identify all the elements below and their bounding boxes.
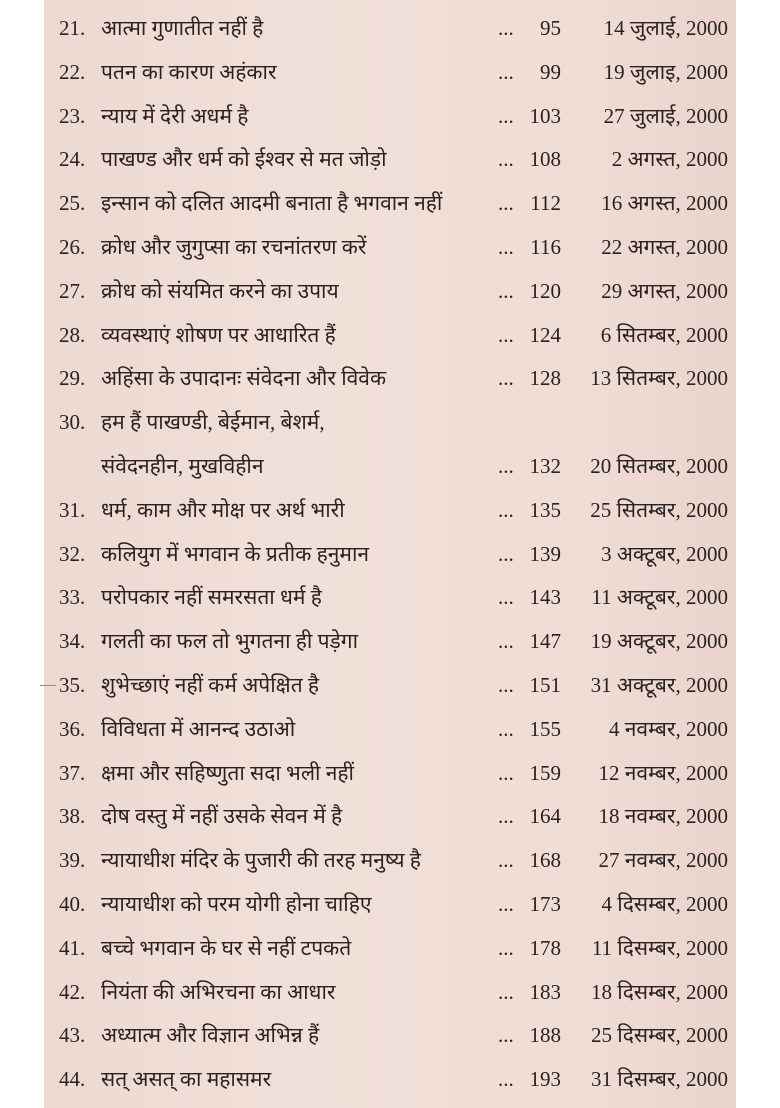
toc-entry: [44, 1015, 736, 1059]
entry-number: 35.: [59, 672, 86, 697]
entry-page-number: 95: [540, 16, 561, 40]
leader-dots: ...: [498, 848, 514, 873]
entry-title: इन्सान को दलित आदमी बनाता है भगवान नहीं: [101, 191, 443, 216]
entry-date: 4 नवम्बर, 2000: [609, 716, 728, 741]
entry-date: 18 दिसम्बर, 2000: [591, 979, 728, 1004]
entry-page-number: 188: [529, 1023, 561, 1048]
toc-entry: [44, 52, 736, 96]
entry-number: 40.: [59, 891, 86, 916]
entry-title: परोपकार नहीं समरसता धर्म है: [101, 585, 322, 610]
entry-title: गलती का फल तो भुगतना ही पड़ेगा: [101, 629, 359, 654]
entry-page-number: 143: [529, 585, 561, 610]
toc-line: [44, 534, 736, 578]
leader-dots: ...: [498, 891, 514, 916]
leader-dots: ...: [498, 103, 514, 128]
entry-title: दोष वस्तु में नहीं उसके सेवन में है: [101, 804, 343, 829]
entry-date: 13 सितम्बर, 2000: [590, 366, 728, 391]
toc-line: [44, 8, 736, 52]
entry-date: 20 सितम्बर, 2000: [590, 453, 728, 478]
toc-entry: [44, 402, 736, 490]
entry-page-number: 128: [529, 366, 561, 391]
entry-number: 42.: [59, 979, 86, 1004]
leader-dots: ...: [498, 804, 514, 829]
toc-line: [44, 139, 736, 183]
entry-number: 33.: [59, 585, 86, 610]
entry-title: धर्म, काम और मोक्ष पर अर्थ भारी: [101, 497, 345, 522]
toc-line: [44, 884, 736, 928]
toc-entry: [44, 709, 736, 753]
entry-date: 31 अक्टूबर, 2000: [590, 672, 728, 697]
toc-entry: [44, 577, 736, 621]
toc-line: [44, 183, 736, 227]
entry-page-number: 124: [529, 322, 561, 347]
entry-number: 44.: [59, 1067, 86, 1092]
leader-dots: ...: [498, 234, 514, 259]
entry-title: हम हैं पाखण्डी, बेईमान, बेशर्म,: [101, 410, 325, 435]
entry-number: 32.: [59, 541, 86, 566]
entry-date: 11 अक्टूबर, 2000: [591, 585, 728, 610]
book-page: [44, 0, 736, 1108]
leader-dots: ...: [498, 1067, 514, 1092]
toc-entry: [44, 796, 736, 840]
leader-dots: ...: [498, 191, 514, 216]
toc-line: [44, 490, 736, 534]
entry-page-number: 178: [529, 935, 561, 960]
entry-date: 29 अगस्त, 2000: [601, 278, 728, 303]
entry-title: शुभेच्छाएं नहीं कर्म अपेक्षित है: [101, 672, 320, 697]
toc-entry: [44, 139, 736, 183]
entry-title: बच्चे भगवान के घर से नहीं टपकते: [101, 935, 352, 960]
entry-number: 37.: [59, 760, 86, 785]
entry-page-number: 116: [530, 234, 561, 259]
entry-number: 26.: [59, 234, 86, 259]
entry-date: 22 अगस्त, 2000: [601, 234, 728, 259]
leader-dots: ...: [498, 59, 514, 84]
entry-page-number: 164: [529, 804, 561, 829]
entry-number: 22.: [59, 59, 86, 84]
entry-page-number: 108: [529, 147, 561, 172]
toc-entry: [44, 183, 736, 227]
entry-date: 12 नवम्बर, 2000: [598, 760, 728, 785]
toc-entry: [44, 490, 736, 534]
entry-date: 3 अक्टूबर, 2000: [601, 541, 728, 566]
entry-number: 43.: [59, 1023, 86, 1048]
entry-page-number: 173: [529, 891, 561, 916]
entry-number: 27.: [59, 278, 86, 303]
toc-line: [44, 1015, 736, 1059]
toc-line: [44, 315, 736, 359]
toc-entry: [44, 534, 736, 578]
leader-dots: ...: [498, 716, 514, 741]
entry-number: 30.: [59, 410, 86, 435]
entry-date: 6 सितम्बर, 2000: [600, 322, 728, 347]
entry-date: 11 दिसम्बर, 2000: [591, 935, 728, 960]
entry-number: 29.: [59, 366, 86, 391]
table-of-contents: [44, 8, 736, 1103]
entry-number: 36.: [59, 716, 86, 741]
toc-line: [44, 1059, 736, 1103]
leader-dots: ...: [498, 16, 514, 40]
leader-dots: ...: [498, 453, 514, 478]
entry-title: नियंता की अभिरचना का आधार: [101, 979, 336, 1004]
entry-date: 31 दिसम्बर, 2000: [591, 1067, 728, 1092]
entry-title: न्यायाधीश को परम योगी होना चाहिए: [101, 891, 372, 916]
toc-entry: [44, 358, 736, 402]
leader-dots: ...: [498, 147, 514, 172]
entry-page-number: 155: [529, 716, 561, 741]
entry-date: 16 अगस्त, 2000: [601, 191, 728, 216]
toc-line: [44, 972, 736, 1016]
toc-line: [44, 796, 736, 840]
toc-entry: [44, 96, 736, 140]
entry-title: सत् असत् का महासमर: [101, 1067, 272, 1092]
leader-dots: ...: [498, 1023, 514, 1048]
entry-page-number: 183: [529, 979, 561, 1004]
entry-title: विविधता में आनन्द उठाओ: [101, 716, 296, 741]
toc-line: [44, 402, 736, 446]
entry-title: अहिंसा के उपादानः संवेदना और विवेक: [101, 366, 387, 391]
entry-date: 27 नवम्बर, 2000: [598, 848, 728, 873]
toc-line: [44, 753, 736, 797]
leader-dots: ...: [498, 935, 514, 960]
entry-date: 4 दिसम्बर, 2000: [601, 891, 728, 916]
toc-entry: [44, 665, 736, 709]
entry-title: न्यायाधीश मंदिर के पुजारी की तरह मनुष्य है: [101, 848, 421, 873]
entry-date: 25 दिसम्बर, 2000: [591, 1023, 728, 1048]
entry-date: 27 जुलाई, 2000: [603, 103, 728, 128]
leader-dots: ...: [498, 322, 514, 347]
toc-line: [44, 709, 736, 753]
toc-entry: [44, 271, 736, 315]
leader-dots: ...: [498, 585, 514, 610]
entry-date: 14 जुलाई, 2000: [603, 16, 728, 40]
entry-number: 25.: [59, 191, 86, 216]
entry-date: 19 जुलाइ, 2000: [603, 59, 728, 84]
toc-entry: [44, 884, 736, 928]
entry-title: आत्मा गुणातीत नहीं है: [101, 16, 264, 40]
entry-number: 23.: [59, 103, 86, 128]
leader-dots: ...: [498, 278, 514, 303]
toc-entry: [44, 753, 736, 797]
entry-date: 2 अगस्त, 2000: [611, 147, 728, 172]
entry-title: क्रोध और जुगुप्सा का रचनांतरण करें: [101, 234, 367, 259]
entry-page-number: 132: [529, 453, 561, 478]
entry-number: 24.: [59, 147, 86, 172]
toc-entry: [44, 8, 736, 52]
entry-page-number: 120: [529, 278, 561, 303]
leader-dots: ...: [498, 760, 514, 785]
entry-page-number: 112: [530, 191, 561, 216]
entry-title: कलियुग में भगवान के प्रतीक हनुमान: [101, 541, 370, 566]
entry-page-number: 168: [529, 848, 561, 873]
entry-title: संवेदनहीन, मुखविहीन: [101, 453, 264, 478]
toc-entry: [44, 840, 736, 884]
entry-title: पतन का कारण अहंकार: [101, 59, 277, 84]
leader-dots: ...: [498, 366, 514, 391]
toc-line: [44, 665, 736, 709]
entry-number: 31.: [59, 497, 86, 522]
toc-entry: [44, 972, 736, 1016]
toc-line: [44, 271, 736, 315]
entry-title: क्रोध को संयमित करने का उपाय: [101, 278, 339, 303]
entry-date: 19 अक्टूबर, 2000: [590, 629, 728, 654]
toc-line: [44, 928, 736, 972]
entry-page-number: 103: [529, 103, 561, 128]
toc-entry: [44, 928, 736, 972]
toc-entry: [44, 621, 736, 665]
entry-page-number: 151: [529, 672, 561, 697]
entry-page-number: 159: [529, 760, 561, 785]
entry-number: 38.: [59, 804, 86, 829]
entry-page-number: 147: [529, 629, 561, 654]
toc-line: [44, 227, 736, 271]
leader-dots: ...: [498, 979, 514, 1004]
entry-number: 41.: [59, 935, 86, 960]
entry-title: पाखण्ड और धर्म को ईश्वर से मत जोड़ो: [101, 147, 387, 172]
entry-number: 39.: [59, 848, 86, 873]
toc-line: [44, 52, 736, 96]
toc-entry: [44, 227, 736, 271]
entry-title: क्षमा और सहिष्णुता सदा भली नहीं: [101, 760, 354, 785]
toc-line: [44, 358, 736, 402]
entry-number: 21.: [59, 16, 86, 40]
toc-entry: [44, 315, 736, 359]
toc-line: [44, 621, 736, 665]
leader-dots: ...: [498, 497, 514, 522]
entry-page-number: 193: [529, 1067, 561, 1092]
entry-title: अध्यात्म और विज्ञान अभिन्न हैं: [101, 1023, 320, 1048]
entry-date: 18 नवम्बर, 2000: [598, 804, 728, 829]
entry-number: 28.: [59, 322, 86, 347]
leader-dots: ...: [498, 541, 514, 566]
entry-title: न्याय में देरी अधर्म है: [101, 103, 249, 128]
entry-page-number: 139: [529, 541, 561, 566]
entry-page-number: 135: [529, 497, 561, 522]
toc-entry: [44, 1059, 736, 1103]
entry-page-number: 99: [540, 59, 561, 84]
entry-title: व्यवस्थाएं शोषण पर आधारित हैं: [101, 322, 336, 347]
toc-line: [44, 577, 736, 621]
entry-date: 25 सितम्बर, 2000: [590, 497, 728, 522]
leader-dots: ...: [498, 672, 514, 697]
toc-line: [44, 446, 736, 490]
entry-number: 34.: [59, 629, 86, 654]
toc-line: [44, 840, 736, 884]
leader-dots: ...: [498, 629, 514, 654]
toc-line: [44, 96, 736, 140]
